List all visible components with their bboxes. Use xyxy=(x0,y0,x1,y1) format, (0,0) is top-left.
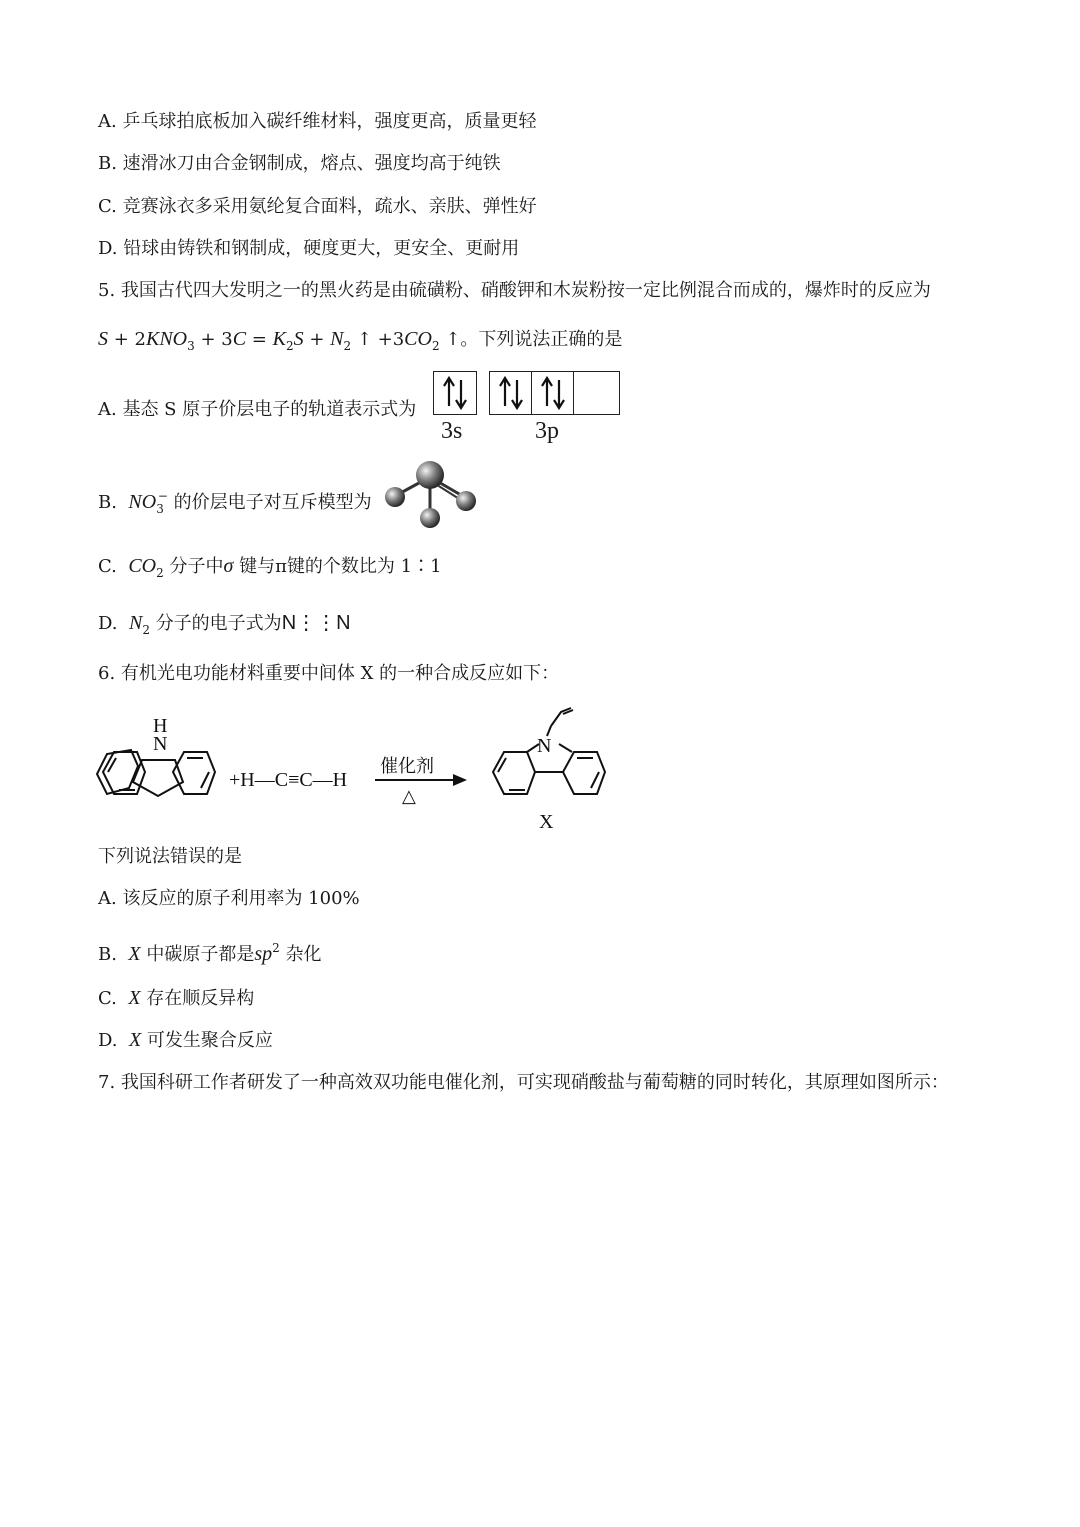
orbital-3p-box xyxy=(489,371,620,415)
product-label-x: X xyxy=(539,811,554,833)
q6-question: 下列说法错误的是 xyxy=(98,846,242,867)
orbital-3p-cell-2 xyxy=(532,372,574,414)
q6-stem: 6. 有机光电功能材料重要中间体 X 的一种合成反应如下： xyxy=(98,663,560,684)
paired-spin-arrows-icon xyxy=(490,372,532,414)
orbital-3p-label: 3p xyxy=(535,418,559,444)
q6-option-d: D. X 可发生聚合反应 xyxy=(98,1029,273,1051)
q5-option-b: B. $NO_3^-$ 的价层电子对互斥模型为 xyxy=(98,489,372,516)
heat-symbol: △ xyxy=(402,786,416,807)
paired-spin-arrows-icon xyxy=(434,372,476,414)
orbital-3s-box xyxy=(433,371,477,415)
q5-option-c: C. $CO_2$ 分子中σ 键与π键的个数比为 1∶1 xyxy=(98,555,442,580)
orbital-3s-label: 3s xyxy=(441,418,463,444)
q4-option-c: C. 竞赛泳衣多采用氨纶复合面料，疏水、亲肤、弹性好 xyxy=(98,196,537,217)
orbital-3p-cell-1 xyxy=(490,372,532,414)
q5-equation-tail: 。下列说法正确的是 xyxy=(460,329,623,350)
q6-option-a: A. 该反应的原子利用率为 100% xyxy=(98,888,360,909)
q6-option-c: C. X 存在顺反异构 xyxy=(98,987,255,1009)
q6-option-b: B. X 中碳原子都是$sp^2$ 杂化 xyxy=(98,941,322,965)
reaction-arrow-head xyxy=(453,774,467,786)
acetylene-reagent: +H—C≡C—H xyxy=(229,769,348,791)
svg-text:N: N xyxy=(153,733,168,755)
orbital-3p-cell-3 xyxy=(574,372,616,414)
q7-stem: 7. 我国科研工作者研发了一种高效双功能电催化剂，可实现硝酸盐与葡萄糖的同时转化，其原理如图所示： xyxy=(98,1072,949,1093)
n-vinylcarbazole-structure xyxy=(493,708,605,794)
q4-option-a: A. 乒乓球拍底板加入碳纤维材料，强度更高，质量更轻 xyxy=(98,111,537,132)
q4-option-d: D. 铅球由铸铁和钢制成，硬度更大，更安全、更耐用 xyxy=(98,238,520,259)
q5-equation: $S + 2KNO_3 + 3C = K_2S + N_2$ ↑ $+3CO_2$ ↑。下列说法正确的是 xyxy=(98,328,623,353)
n2-electron-formula: N⋮⋮N xyxy=(281,612,351,634)
q5-option-a: A. 基态 S 原子价层电子的轨道表示式为 xyxy=(98,399,417,420)
reaction-scheme xyxy=(95,710,615,835)
catalyst-label: 催化剂 xyxy=(380,756,434,777)
paired-spin-arrows-icon xyxy=(532,372,574,414)
svg-text:H: H xyxy=(153,715,168,737)
svg-text:N: N xyxy=(537,735,552,757)
carbazole-structure xyxy=(97,715,215,796)
q5-stem: 5. 我国古代四大发明之一的黑火药是由硫磺粉、硝酸钾和木炭粉按一定比例混合而成的，爆炸时的反应为 xyxy=(98,280,931,301)
q4-option-b: B. 速滑冰刀由合金钢制成，熔点、强度均高于纯铁 xyxy=(98,153,501,174)
vsepr-ball-stick-model xyxy=(380,455,490,535)
orbital-3s-cell xyxy=(434,372,476,414)
q5-option-d: D. $N_2$ 分子的电子式为N⋮⋮N xyxy=(98,612,351,637)
